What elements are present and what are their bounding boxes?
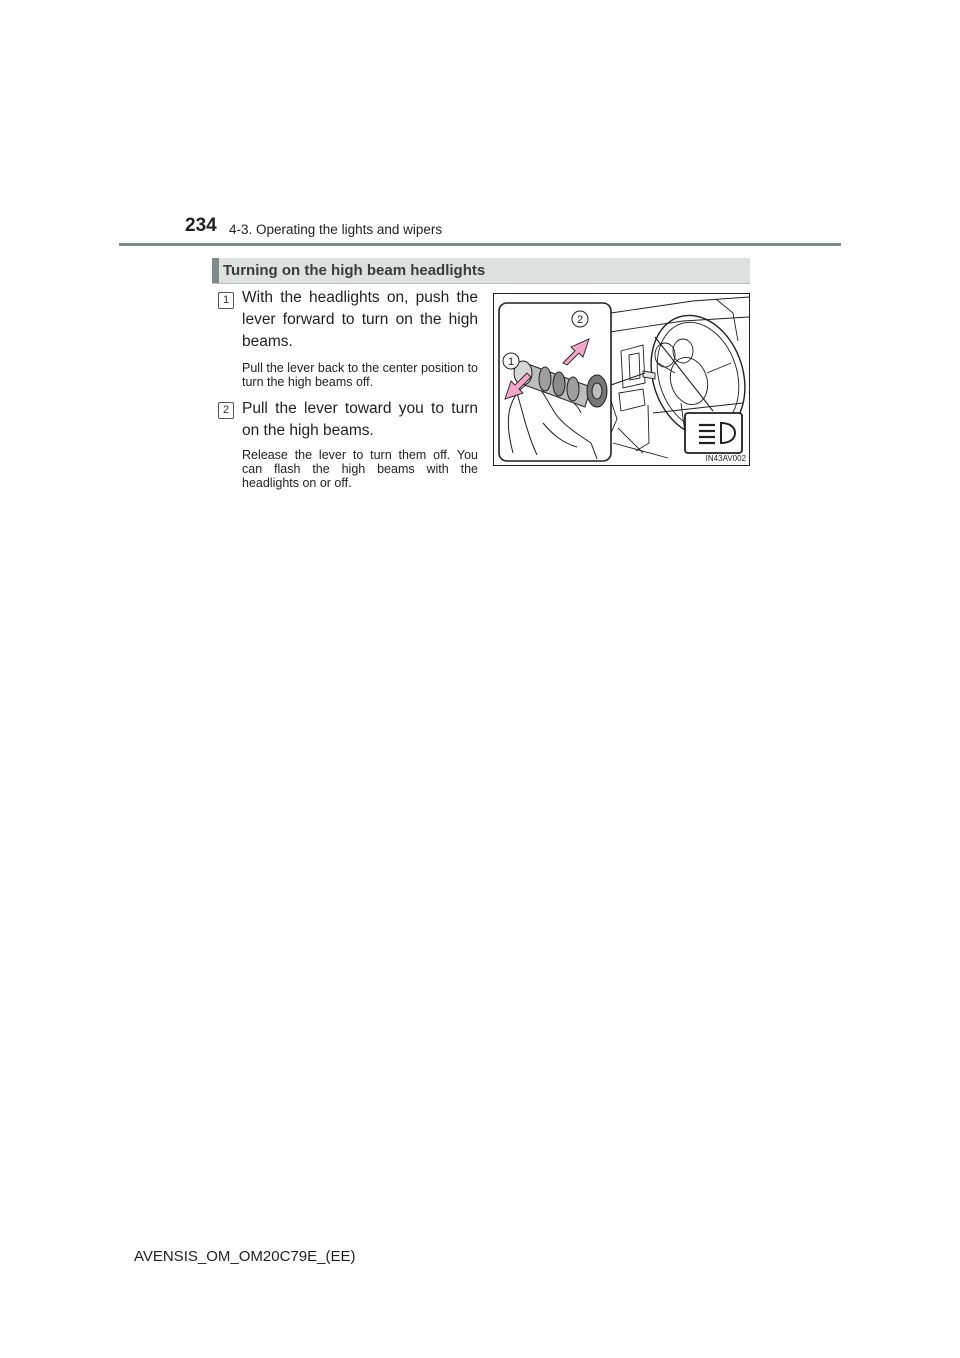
chapter-title: 4-3. Operating the lights and wipers [229,222,443,237]
section-title: Turning on the high beam headlights [223,262,486,279]
step-1-note: Pull the lever back to the center position to turn the high beams off. [242,361,478,389]
high-beam-indicator-icon [685,413,742,453]
section-heading-bar [212,258,750,284]
callout-1 [503,353,519,369]
step-2-note: Release the lever to turn them off. You can flash the high beams with the headlights on or off. [242,448,478,490]
step-1-text: With the headlights on, push the lever forward to turn on the high beams. [242,289,478,350]
illustration-code: IN43AV002 [705,454,746,463]
step-2-text: Pull the lever toward you to turn on the high beams. [242,400,478,439]
svg-text:2: 2 [576,314,584,326]
svg-text:1: 1 [507,356,515,368]
callout-2 [572,311,588,327]
header-rule [119,243,841,246]
high-beam-lever-illustration [493,293,750,466]
step-number-2: 2 [218,402,234,419]
step-number-1: 1 [218,292,234,309]
document-code: AVENSIS_OM_OM20C79E_(EE) [134,1248,356,1265]
section-heading-accent [212,258,219,283]
page-number: 234 [185,215,217,236]
